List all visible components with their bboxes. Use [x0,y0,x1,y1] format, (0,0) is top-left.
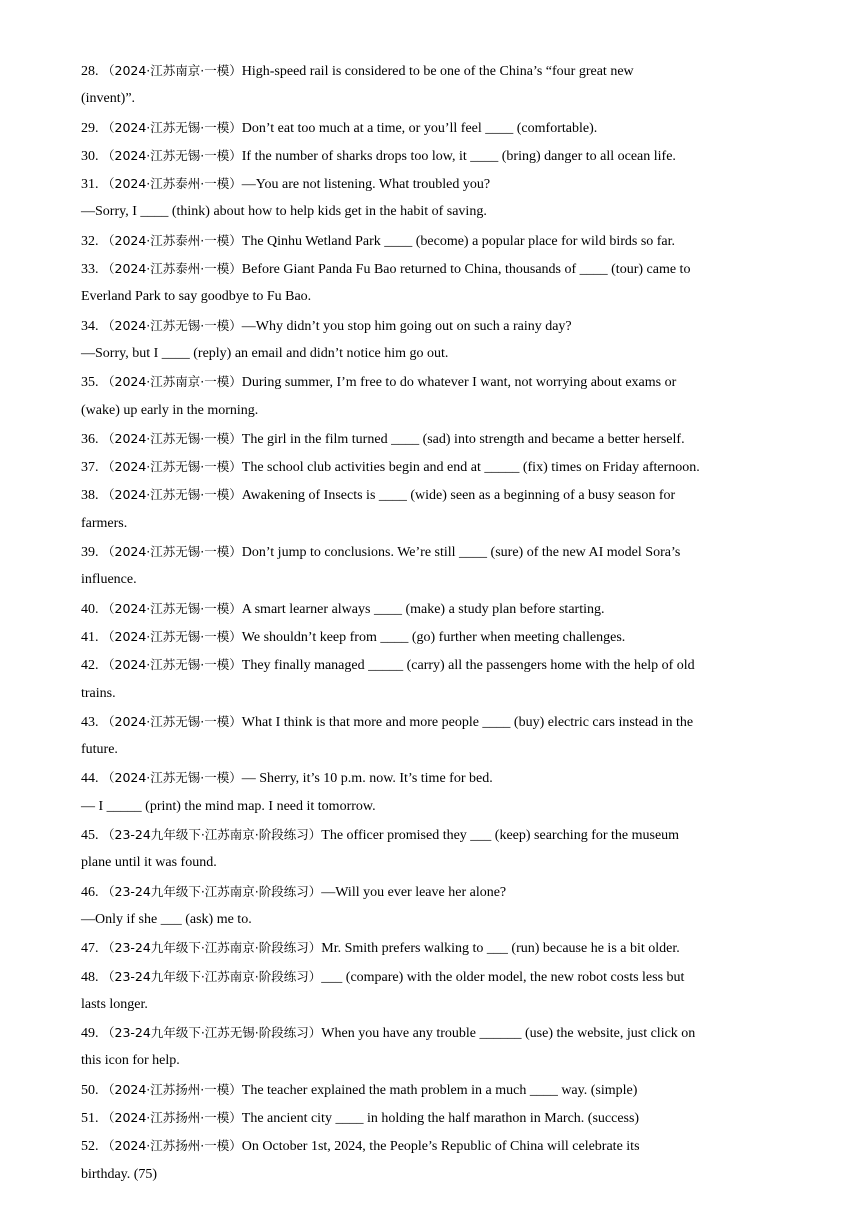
question-number: 30. [81,148,99,164]
question-number: 44. [81,771,99,787]
question-number: 40. [81,601,99,617]
question-text: Everland Park to say goodbye to Fu Bao. [81,289,312,305]
question-item [81,57,781,114]
question-text: —Sorry, but I ____ (reply) an email and didn’t notice him go out. [81,345,449,361]
question-number: 29. [81,120,99,136]
question-source: （2024·江苏无锡·一模） [102,119,242,135]
question-first-line [81,1104,781,1132]
question-text: On October 1st, 2024, the People’s Republic of China will celebrate its [241,1139,640,1155]
question-text: — I _____ (print) the mind map. I need it tomorrow. [81,798,376,814]
question-text: (invent)”. [81,91,136,107]
question-continuation-line [81,1161,781,1189]
question-text: —Sorry, I ____ (think) about how to help kids get in the habit of saving. [81,204,487,220]
question-number: 32. [81,233,99,249]
question-text: Mr. Smith prefers walking to ___ (run) because he is a bit older. [321,941,680,957]
question-source: （2024·江苏泰州·一模） [102,232,242,248]
question-first-line [81,142,781,170]
question-first-line [81,623,781,651]
question-continuation-line [81,340,781,368]
question-source: （2024·江苏泰州·一模） [102,261,242,277]
question-number: 37. [81,460,99,476]
question-source: （2024·江苏无锡·一模） [102,317,242,333]
question-item [81,114,781,142]
question-number: 52. [81,1139,99,1155]
question-continuation-line [81,566,781,594]
question-first-line [81,1076,781,1104]
question-first-line [81,312,781,340]
question-text: Don’t jump to conclusions. We’re still ____ (sure) of the new AI model Sora’s [241,545,681,561]
question-item [81,481,781,538]
question-item [81,425,781,453]
question-source: （2024·江苏无锡·一模） [102,770,242,786]
question-item [81,623,781,651]
question-text: birthday. (75) [81,1166,158,1182]
question-source: （2024·江苏无锡·一模） [102,600,242,616]
question-text: —Only if she ___ (ask) me to. [81,911,252,927]
question-number: 31. [81,177,99,193]
question-number: 50. [81,1082,99,1098]
question-text: High-speed rail is considered to be one of the China’s “four great new [241,64,634,79]
question-source: （2024·江苏无锡·一模） [102,713,242,729]
question-item [81,595,781,623]
question-source: （2024·江苏无锡·一模） [102,459,242,475]
question-first-line [81,764,781,792]
question-source: （2024·江苏南京·一模） [102,63,242,78]
question-number: 47. [81,941,99,957]
question-item [81,934,781,962]
question-text: The officer promised they ___ (keep) searching for the museum [321,828,680,844]
question-source: （23-24九年级下·江苏南京·阶段练习） [102,940,322,956]
question-text: future. [81,742,118,758]
question-text: —Why didn’t you stop him going out on such a rainy day? [241,318,572,334]
question-first-line [81,708,781,736]
question-text: —You are not listening. What troubled you? [241,177,491,193]
question-text: —Will you ever leave her alone? [321,884,507,900]
question-text: If the number of sharks drops too low, it ____ (bring) danger to all ocean life. [241,148,676,164]
question-source: （2024·江苏无锡·一模） [102,657,242,673]
question-item [81,312,781,369]
question-continuation-line [81,991,781,1019]
question-item [81,538,781,595]
question-item [81,227,781,255]
question-item [81,1076,781,1104]
question-first-line [81,1132,781,1160]
question-number: 38. [81,488,99,504]
question-item [81,1132,781,1189]
question-text: lasts longer. [81,996,148,1012]
question-item [81,764,781,821]
question-item [81,821,781,878]
question-continuation-line [81,736,781,764]
question-source: （2024·江苏无锡·一模） [102,487,242,503]
question-item [81,255,781,312]
question-number: 43. [81,714,99,730]
question-text: farmers. [81,515,128,531]
question-first-line [81,170,781,198]
question-first-line [81,934,781,962]
question-item [81,963,781,1020]
question-item [81,170,781,227]
question-source: （2024·江苏南京·一模） [102,374,242,390]
question-first-line [81,963,781,991]
question-text: What I think is that more and more people ____ (buy) electric cars instead in the [241,714,694,730]
question-text: During summer, I’m free to do whatever I want, not worrying about exams or [241,375,677,391]
question-first-line [81,538,781,566]
question-item [81,368,781,425]
question-text: The ancient city ____ in holding the half marathon in March. (success) [241,1110,640,1126]
question-text: ___ (compare) with the older model, the new robot costs less but [321,969,685,985]
question-first-line [81,114,781,142]
question-text: Before Giant Panda Fu Bao returned to China, thousands of ____ (tour) came to [241,262,691,278]
question-first-line [81,481,781,509]
question-first-line [81,651,781,679]
question-source: （2024·江苏无锡·一模） [102,430,242,446]
question-number: 42. [81,658,99,674]
question-number: 35. [81,375,99,391]
question-first-line [81,595,781,623]
question-text: this icon for help. [81,1053,180,1069]
question-text: The girl in the film turned ____ (sad) into strength and became a better herself. [241,431,685,447]
question-source: （2024·江苏扬州·一模） [102,1138,242,1154]
question-item [81,142,781,170]
question-first-line [81,453,781,481]
question-continuation-line [81,198,781,226]
question-source: （23-24九年级下·江苏南京·阶段练习） [102,827,322,843]
question-item [81,708,781,765]
question-source: （2024·江苏扬州·一模） [102,1081,242,1097]
question-number: 46. [81,884,99,900]
question-source: （23-24九年级下·江苏南京·阶段练习） [102,883,322,899]
question-number: 33. [81,262,99,278]
question-text: (wake) up early in the morning. [81,402,259,418]
question-source: （23-24九年级下·江苏无锡·阶段练习） [102,1025,322,1041]
question-continuation-line [81,510,781,538]
question-text: They finally managed _____ (carry) all the passengers home with the help of old [241,658,695,674]
question-text: The school club activities begin and end at _____ (fix) times on Friday afternoon. [241,460,700,476]
question-first-line [81,425,781,453]
question-text: plane until it was found. [81,855,217,871]
question-item [81,1019,781,1076]
question-source: （2024·江苏无锡·一模） [102,147,242,163]
question-text: Don’t eat too much at a time, or you’ll feel ____ (comfortable). [241,120,598,136]
question-text: The Qinhu Wetland Park ____ (become) a popular place for wild birds so far. [241,233,676,249]
question-text: The teacher explained the math problem in a much ____ way. (simple) [241,1082,638,1098]
question-source: （23-24九年级下·江苏南京·阶段练习） [102,968,322,984]
question-number: 28. [81,64,99,79]
question-continuation-line [81,283,781,311]
question-source: （2024·江苏扬州·一模） [102,1109,242,1125]
question-item [81,453,781,481]
question-first-line [81,255,781,283]
question-number: 34. [81,318,99,334]
question-text: trains. [81,685,116,701]
question-text: A smart learner always ____ (make) a study plan before starting. [241,601,605,617]
question-text: — Sherry, it’s 10 p.m. now. It’s time for bed. [241,771,493,787]
question-first-line [81,368,781,396]
question-item [81,1104,781,1132]
question-first-line [81,878,781,906]
question-source: （2024·江苏泰州·一模） [102,176,242,192]
question-continuation-line [81,397,781,425]
question-item [81,651,781,708]
question-continuation-line [81,793,781,821]
question-source: （2024·江苏无锡·一模） [102,544,242,560]
question-number: 51. [81,1110,99,1126]
question-number: 45. [81,828,99,844]
question-continuation-line [81,849,781,877]
question-source: （2024·江苏无锡·一模） [102,628,242,644]
question-first-line [81,821,781,849]
question-number: 39. [81,545,99,561]
question-number: 49. [81,1026,99,1042]
question-list [81,57,781,1189]
question-first-line [81,1019,781,1047]
question-number: 41. [81,629,99,645]
question-number: 48. [81,969,99,985]
question-text: Awakening of Insects is ____ (wide) seen as a beginning of a busy season for [241,488,676,504]
question-text: We shouldn’t keep from ____ (go) further when meeting challenges. [241,629,626,645]
question-continuation-line [81,680,781,708]
question-continuation-line [81,1047,781,1075]
question-text: influence. [81,572,137,588]
question-continuation-line [81,906,781,934]
question-continuation-line [81,85,781,113]
question-number: 36. [81,431,99,447]
question-first-line [81,57,781,85]
question-item [81,878,781,935]
question-first-line [81,227,781,255]
question-text: When you have any trouble ______ (use) the website, just click on [321,1026,696,1042]
